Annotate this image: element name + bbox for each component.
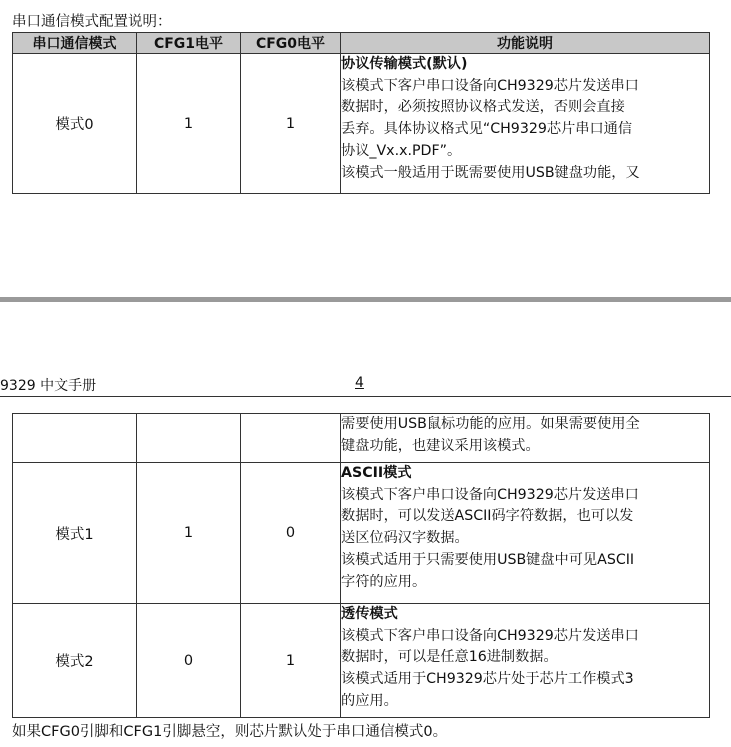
header-cfg0: CFG0电平	[241, 33, 341, 54]
desc-line: 协议_Vx.x.PDF”。	[341, 142, 462, 159]
mode0-name: 模式0	[13, 54, 137, 194]
config-table-part1	[12, 32, 710, 194]
page-number: 4	[355, 375, 364, 391]
desc-line: 键盘功能，也建议采用该模式。	[341, 437, 540, 454]
header-mode: 串口通信模式	[13, 33, 137, 54]
mode0-cont-cfg0	[241, 414, 341, 463]
doc-title: 9329 中文手册	[0, 378, 97, 394]
desc-line: 该模式下客户串口设备向CH9329芯片发送串口	[341, 77, 639, 94]
mode2-cfg1: 0	[137, 604, 241, 718]
desc-line: 数据时，可以发送ASCII码字符数据，也可以发	[341, 508, 634, 525]
mode1-cfg1: 1	[137, 463, 241, 604]
table-header-row	[13, 33, 710, 54]
mode0-description	[341, 54, 710, 194]
footer-note: 如果CFG0引脚和CFG1引脚悬空，则芯片默认处于串口通信模式0。	[12, 724, 448, 740]
mode1-title: ASCII模式	[341, 465, 412, 481]
desc-line: 需要使用USB鼠标功能的应用。如果需要使用全	[341, 416, 640, 432]
mode1-cfg0: 0	[241, 463, 341, 604]
desc-line: 丢弃。具体协议格式见“CH9329芯片串口通信	[341, 121, 633, 138]
page-header-rule	[0, 396, 731, 397]
desc-line: 该模式一般适用于既需要使用USB键盘功能，又	[341, 164, 640, 181]
desc-line: 数据时，必须按照协议格式发送，否则会直接	[341, 99, 625, 116]
mode0-cfg0: 1	[241, 54, 341, 194]
desc-line: 该模式下客户串口设备向CH9329芯片发送串口	[341, 486, 639, 503]
desc-line: 该模式适用于CH9329芯片处于芯片工作模式3	[341, 671, 634, 688]
config-table-part2	[12, 413, 710, 718]
mode1-description	[341, 463, 710, 604]
mode2-name: 模式2	[13, 604, 137, 718]
desc-line: 送区位码汉字数据。	[341, 530, 469, 547]
mode0-cfg1: 1	[137, 54, 241, 194]
mode1-name: 模式1	[13, 463, 137, 604]
header-description: 功能说明	[341, 33, 710, 54]
mode2-description	[341, 604, 710, 718]
section-title: 串口通信模式配置说明：	[12, 14, 172, 30]
desc-line: 的应用。	[341, 692, 398, 709]
mode0-cont-cfg1	[137, 414, 241, 463]
desc-line: 该模式适用于只需要使用USB键盘中可见ASCII	[341, 551, 635, 568]
table-row	[13, 414, 710, 463]
mode0-title: 协议传输模式(默认)	[341, 56, 468, 72]
header-cfg1: CFG1电平	[137, 33, 241, 54]
table-row	[13, 604, 710, 718]
mode2-cfg0: 1	[241, 604, 341, 718]
page-break-divider	[0, 297, 731, 302]
desc-line: 字符的应用。	[341, 573, 427, 590]
mode2-title: 透传模式	[341, 606, 398, 622]
desc-line: 数据时，可以是任意16进制数据。	[341, 649, 558, 666]
mode0-description-cont	[341, 414, 710, 463]
desc-line: 该模式下客户串口设备向CH9329芯片发送串口	[341, 627, 639, 644]
table-row	[13, 463, 710, 604]
table-row	[13, 54, 710, 194]
mode0-cont-mode	[13, 414, 137, 463]
